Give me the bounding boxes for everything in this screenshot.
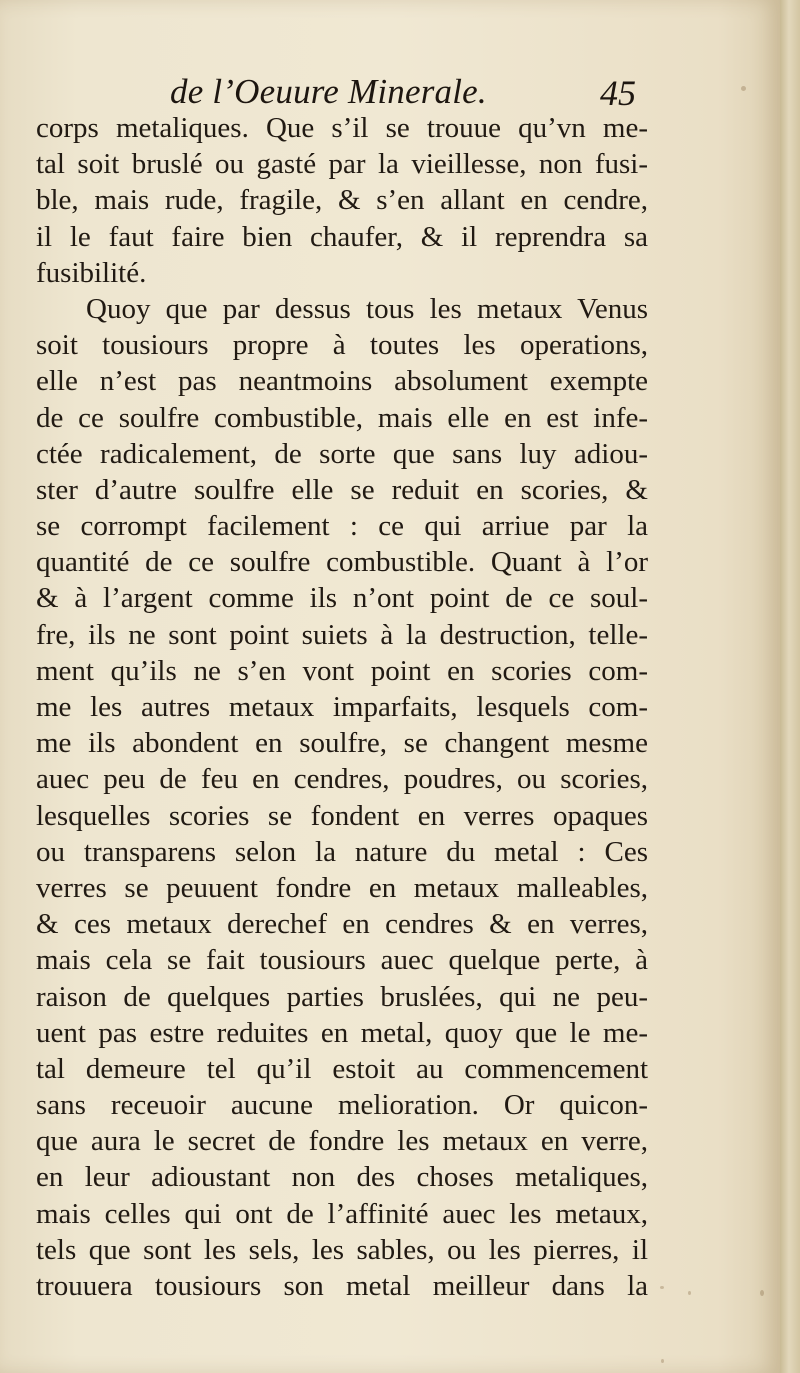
text-line: trouuera tousiours son metal meilleur dans la [36, 1270, 648, 1302]
text-line: & à l’argent comme ils n’ont point de ce soul- [36, 582, 648, 615]
page-edge [780, 0, 800, 1373]
text-line: ment qu’ils ne s’en vont point en scories com- [36, 654, 648, 687]
text-line: fre, ils ne sont point suiets à la destruction, telle- [36, 618, 648, 651]
foxing-spot [760, 1290, 764, 1296]
foxing-spot [741, 86, 746, 91]
text-line: tal demeure tel qu’il estoit au commencement [36, 1052, 648, 1085]
text-line: tal soit bruslé ou gasté par la vieillesse, non fusi- [36, 148, 648, 181]
text-line: quantité de ce soulfre combustible. Quant à l’or [36, 546, 648, 579]
text-line: se corrompt facilement : ce qui arriue par la [36, 510, 648, 543]
text-line: que aura le secret de fondre les metaux en verre, [36, 1125, 648, 1158]
page-number: 45 [600, 73, 636, 113]
text-line: me les autres metaux imparfaits, lesquels com- [36, 691, 648, 723]
text-line: corps metaliques. Que s’il se trouue qu’vn me- [36, 112, 648, 144]
text-line: il le faut faire bien chaufer, & il reprendra sa [36, 220, 648, 253]
text-line: mais cela se fait tousiours auec quelque perte, à [36, 944, 648, 977]
text-line: ctée radicalement, de sorte que sans luy adiou- [36, 437, 648, 470]
text-line: Quoy que par dessus tous les metaux Venus [86, 292, 648, 325]
text-line: & ces metaux derechef en cendres & en verres, [36, 908, 648, 941]
text-line: en leur adioustant non des choses metaliques, [36, 1161, 648, 1194]
text-line: de ce soulfre combustible, mais elle en est infe- [36, 401, 648, 434]
text-line: verres se peuuent fondre en metaux malleables, [36, 871, 648, 904]
text-line: ble, mais rude, fragile, & s’en allant en cendre, [36, 184, 648, 217]
text-line: tels que sont les sels, les sables, ou les pierres, il [36, 1233, 648, 1266]
text-line: auec peu de feu en cendres, poudres, ou scories, [36, 763, 648, 796]
running-title: de l’Oeuure Minerale. [170, 72, 487, 111]
text-line: raison de quelques parties bruslées, qui ne peu- [36, 980, 648, 1013]
foxing-spot [660, 1286, 664, 1289]
text-line: soit tousiours propre à toutes les operations, [36, 329, 648, 362]
foxing-spot [661, 1359, 664, 1363]
text-line: fusibilité. [36, 256, 147, 289]
text-line: me ils abondent en soulfre, se changent mesme [36, 727, 648, 760]
text-line: sans receuoir aucune melioration. Or quicon- [36, 1089, 648, 1122]
text-line: elle n’est pas neantmoins absolument exempte [36, 365, 648, 398]
text-line: ou transparens selon la nature du metal : Ces [36, 835, 648, 868]
text-line: mais celles qui ont de l’affinité auec les metaux, [36, 1197, 648, 1230]
text-line: ster d’autre soulfre elle se reduit en scories, & [36, 473, 648, 506]
text-line: lesquelles scories se fondent en verres opaques [36, 799, 648, 832]
text-line: uent pas estre reduites en metal, quoy que le me- [36, 1016, 648, 1049]
foxing-spot [688, 1291, 691, 1295]
body-text [36, 110, 648, 1304]
